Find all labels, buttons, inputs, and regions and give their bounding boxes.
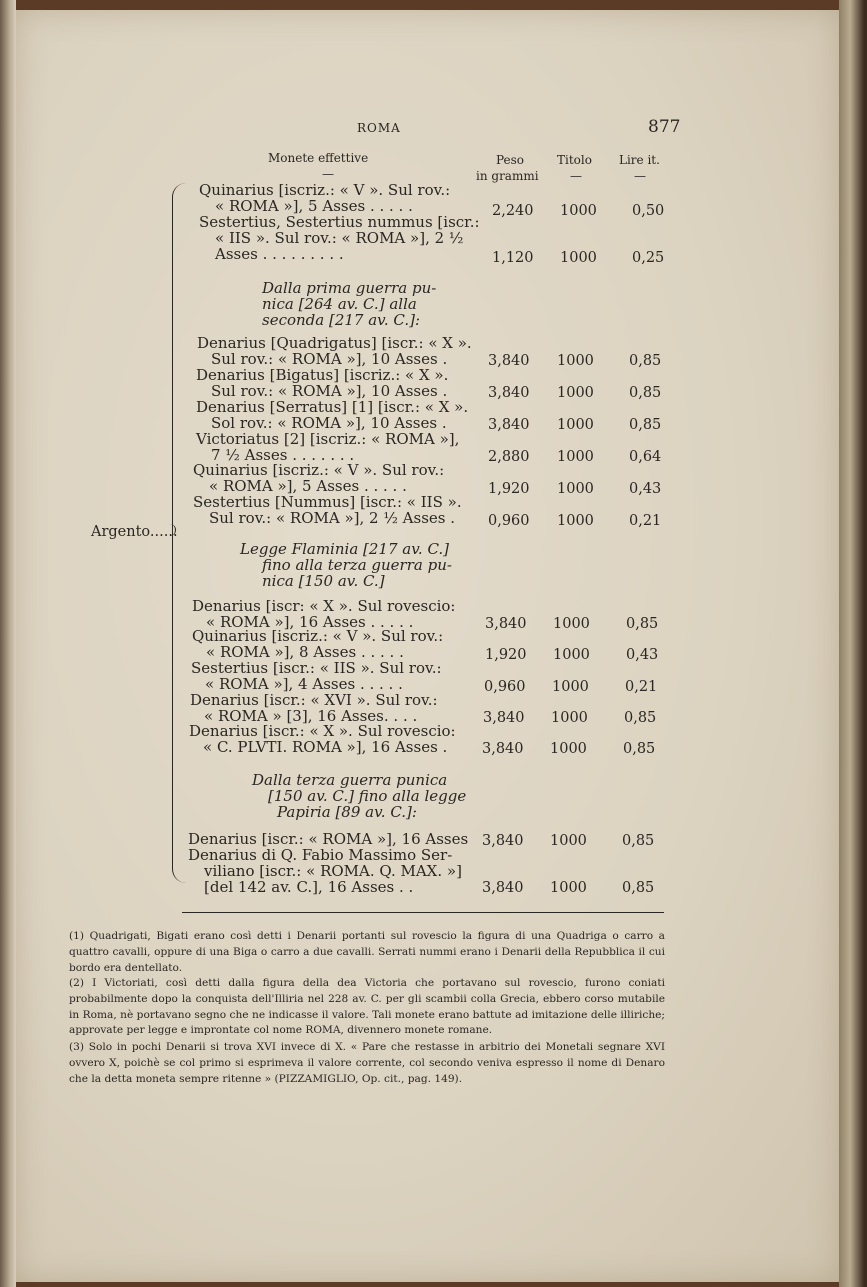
cell-title: 1000 bbox=[557, 385, 594, 401]
section-heading: Legge Flaminia [217 av. C.] bbox=[240, 540, 450, 558]
col-head-weight-1: Peso bbox=[496, 153, 525, 167]
cell-lire: 0,50 bbox=[632, 203, 665, 219]
row-text: Denarius [Bigatus] [iscriz.: « X ». bbox=[196, 366, 449, 384]
row-text: Sestertius, Sestertius nummus [iscr.: bbox=[199, 213, 480, 231]
cell-title: 1000 bbox=[550, 741, 587, 757]
col-dash-coins: — bbox=[322, 167, 334, 181]
cell-lire: 0,85 bbox=[623, 741, 656, 757]
row-text: Sul rov.: « ROMA »], 2 ½ Asses . bbox=[209, 509, 456, 527]
col-head-coins: Monete effettive bbox=[268, 151, 369, 165]
cell-weight: 0,960 bbox=[484, 679, 526, 695]
section-heading: seconda [217 av. C.]: bbox=[262, 311, 421, 329]
row-text: Denarius [iscr.: « XVI ». Sul rov.: bbox=[190, 691, 438, 709]
row-text: Victoriatus [2] [iscriz.: « ROMA »], bbox=[196, 430, 460, 448]
cell-title: 1000 bbox=[552, 679, 589, 695]
cell-title: 1000 bbox=[553, 616, 590, 632]
cell-lire: 0,64 bbox=[629, 449, 662, 465]
cell-title: 1000 bbox=[557, 449, 594, 465]
cell-title: 1000 bbox=[550, 880, 587, 896]
cell-weight: 3,840 bbox=[483, 710, 525, 726]
section-heading: [150 av. C.] fino alla legge bbox=[268, 787, 467, 805]
cell-weight: 3,840 bbox=[488, 353, 530, 369]
row-text: Sul rov.: « ROMA »], 10 Asses . bbox=[211, 382, 448, 400]
row-text: « ROMA »], 5 Asses . . . . . bbox=[215, 197, 413, 215]
row-text: Quinarius [iscriz.: « V ». Sul rov.: bbox=[193, 461, 445, 479]
cell-title: 1000 bbox=[551, 710, 588, 726]
cell-title: 1000 bbox=[557, 481, 594, 497]
row-text: « ROMA »], 4 Asses . . . . . bbox=[205, 675, 403, 693]
section-heading: nica [264 av. C.] alla bbox=[262, 295, 417, 313]
cell-title: 1000 bbox=[557, 353, 594, 369]
cell-weight: 3,840 bbox=[482, 880, 524, 896]
section-heading: Dalla terza guerra punica bbox=[252, 771, 448, 789]
book-edge bbox=[839, 0, 867, 1287]
row-text: Denarius [iscr: « X ». Sul rovescio: bbox=[192, 597, 456, 615]
col-head-lire: Lire it. bbox=[619, 153, 660, 167]
section-heading: nica [150 av. C.] bbox=[262, 572, 385, 590]
row-text: Sol rov.: « ROMA »], 10 Asses . bbox=[211, 414, 447, 432]
cell-title: 1000 bbox=[560, 203, 597, 219]
cell-lire: 0,85 bbox=[622, 880, 655, 896]
row-text: viliano [iscr.: « ROMA. Q. MAX. »] bbox=[204, 862, 462, 880]
cell-weight: 1,920 bbox=[488, 481, 530, 497]
cell-lire: 0,85 bbox=[629, 417, 662, 433]
section-heading: Papiria [89 av. C.]: bbox=[277, 803, 417, 821]
col-head-title: Titolo bbox=[557, 153, 592, 167]
cell-weight: 3,840 bbox=[485, 616, 527, 632]
row-text: Denarius [iscr.: « X ». Sul rovescio: bbox=[189, 722, 456, 740]
row-text: Quinarius [iscriz.: « V ». Sul rov.: bbox=[199, 181, 451, 199]
row-text: « ROMA »], 8 Asses . . . . . bbox=[206, 643, 404, 661]
cell-weight: 3,840 bbox=[482, 741, 524, 757]
cell-title: 1000 bbox=[550, 833, 587, 849]
cell-title: 1000 bbox=[560, 250, 597, 266]
cell-weight: 2,880 bbox=[488, 449, 530, 465]
cell-lire: 0,85 bbox=[622, 833, 655, 849]
row-text: Quinarius [iscriz.: « V ». Sul rov.: bbox=[192, 627, 444, 645]
col-head-weight-2: in grammi bbox=[476, 169, 539, 183]
row-text: « ROMA »], 5 Asses . . . . . bbox=[209, 477, 407, 495]
cell-lire: 0,43 bbox=[629, 481, 662, 497]
cell-weight: 1,120 bbox=[492, 250, 534, 266]
row-text: « IIS ». Sul rov.: « ROMA »], 2 ½ bbox=[215, 229, 464, 247]
cell-lire: 0,21 bbox=[625, 679, 658, 695]
row-text: [del 142 av. C.], 16 Asses . . bbox=[204, 878, 414, 896]
metal-label: Argento...... bbox=[91, 524, 178, 540]
running-head: ROMA bbox=[357, 121, 401, 135]
cell-title: 1000 bbox=[553, 647, 590, 663]
row-text: « ROMA »], 16 Asses . . . . . bbox=[206, 613, 414, 631]
footnote-rule bbox=[182, 912, 664, 913]
cell-title: 1000 bbox=[557, 513, 594, 529]
cell-lire: 0,85 bbox=[629, 353, 662, 369]
row-text: Denarius di Q. Fabio Massimo Ser- bbox=[188, 846, 453, 864]
row-text: Sestertius [Nummus] [iscr.: « IIS ». bbox=[193, 493, 462, 511]
cell-lire: 0,43 bbox=[626, 647, 659, 663]
cell-lire: 0,85 bbox=[626, 616, 659, 632]
row-text: « C. PLVTI. ROMA »], 16 Asses . bbox=[203, 738, 448, 756]
row-text: Denarius [Quadrigatus] [iscr.: « X ». bbox=[197, 334, 472, 352]
cell-lire: 0,25 bbox=[632, 250, 665, 266]
row-text: 7 ½ Asses . . . . . . . bbox=[211, 446, 355, 464]
footnote-3: (3) Solo in pochi Denarii si trova XVI invece di X. « Pare che restasse in arbitrio dei Monetali segnare XVI ovvero X, poichè se col primo si esprimeva il valore corrente, col secondo veniva espresso il nome di Denaro che la detta moneta sempre ritenne » (PIZZAMIGLIO, Op. cit., pag. 149). bbox=[69, 1041, 665, 1085]
row-text: Denarius [Serratus] [1] [iscr.: « X ». bbox=[196, 398, 469, 416]
row-text: Sestertius [iscr.: « IIS ». Sul rov.: bbox=[191, 659, 442, 677]
cell-weight: 3,840 bbox=[482, 833, 524, 849]
book-spine bbox=[0, 0, 16, 1287]
cell-lire: 0,85 bbox=[624, 710, 657, 726]
footnote-2: (2) I Victoriati, così detti dalla figura della dea Victoria che portavano sul rovescio, furono coniati probabilmente dopo la conquista dell'Illiria nel 228 av. C. per gli scambii colla Grecia, ebbero corso mutabile in Roma, nè portavano segno che ne indicasse il valore. Tali monete erano battute ad imitazione delle illiriche; approvate per legge e improntate col nome ROMA, divennero monete romane. bbox=[69, 977, 665, 1037]
cell-weight: 1,920 bbox=[485, 647, 527, 663]
cell-weight: 3,840 bbox=[488, 385, 530, 401]
cell-title: 1000 bbox=[557, 417, 594, 433]
row-text: Asses . . . . . . . . . bbox=[215, 245, 344, 263]
page bbox=[16, 10, 839, 1282]
row-text: Denarius [iscr.: « ROMA »], 16 Asses bbox=[188, 830, 469, 848]
cell-lire: 0,85 bbox=[629, 385, 662, 401]
footnote-1: (1) Quadrigati, Bigati erano così detti i Denarii portanti sul rovescio la figura di una Quadriga o carro a quattro cavalli, oppure di una Biga o carro a due cavalli. Serrati nummi erano i Denarii della Repubblica il cui bordo era dentellato. bbox=[69, 930, 665, 974]
row-text: « ROMA » [3], 16 Asses. . . . bbox=[204, 707, 418, 725]
section-heading: Dalla prima guerra pu- bbox=[262, 279, 437, 297]
cell-weight: 0,960 bbox=[488, 513, 530, 529]
col-dash-lire: — bbox=[634, 169, 646, 183]
cell-weight: 2,240 bbox=[492, 203, 534, 219]
cell-weight: 3,840 bbox=[488, 417, 530, 433]
cell-lire: 0,21 bbox=[629, 513, 662, 529]
section-heading: fino alla terza guerra pu- bbox=[262, 556, 452, 574]
page-number: 877 bbox=[648, 117, 681, 137]
row-text: Sul rov.: « ROMA »], 10 Asses . bbox=[211, 350, 448, 368]
col-dash-title: — bbox=[570, 169, 582, 183]
